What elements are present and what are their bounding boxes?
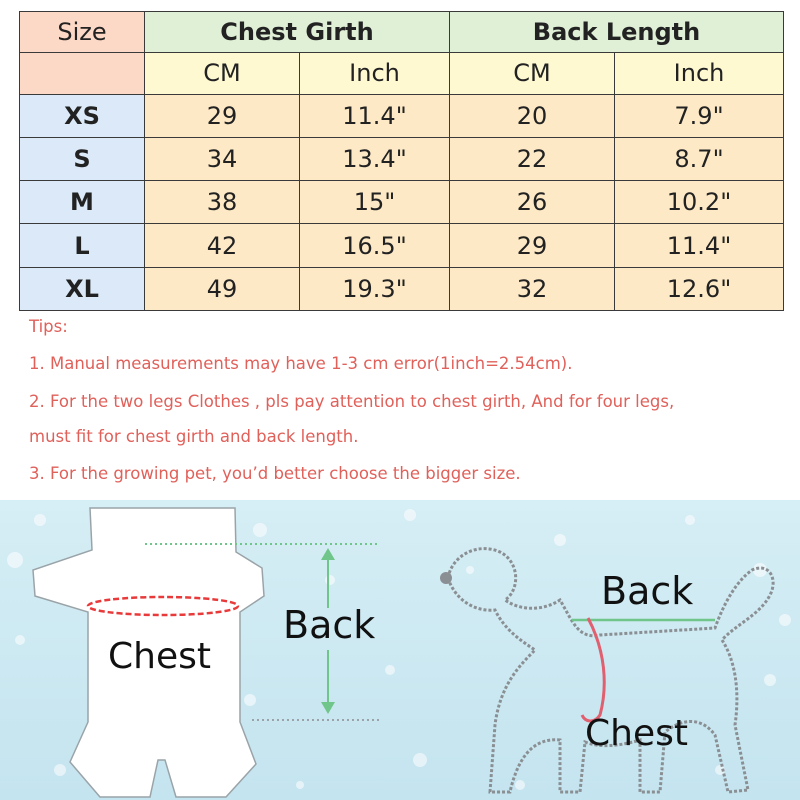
tip-line: 1. Manual measurements may have 1-3 cm error(1inch=2.54cm). [29,354,573,373]
back-inch-cell: 8.7" [615,137,784,180]
table-row [20,267,784,310]
table-row [20,181,784,224]
size-chart-table [19,11,784,311]
size-label: XL [20,267,145,310]
size-unit-blank [20,53,145,94]
back-inch-cell: 7.9" [615,94,784,137]
chest-cm-cell: 29 [145,94,300,137]
dog-chest-label: Chest [585,713,688,754]
tips-title: Tips: [29,317,68,336]
chest-inch-cell: 19.3" [300,267,450,310]
back-cm-cell: 22 [450,137,615,180]
table-row [20,94,784,137]
tip-line: 2. For the two legs Clothes , pls pay attention to chest girth, And for four legs, [29,392,675,411]
chest-cm-cell: 34 [145,137,300,180]
table-row [20,224,784,267]
tip-line: 3. For the growing pet, you’d better choose the bigger size. [29,464,521,483]
table-header-row [20,12,784,53]
unit-header: Inch [300,53,450,94]
table-row [20,137,784,180]
chest-girth-header: Chest Girth [145,12,450,53]
chest-inch-cell: 16.5" [300,224,450,267]
measurement-illustration [0,500,800,800]
size-label: L [20,224,145,267]
size-label: S [20,137,145,180]
back-cm-cell: 29 [450,224,615,267]
dog-eye [440,572,452,584]
back-inch-cell: 11.4" [615,224,784,267]
chest-inch-cell: 11.4" [300,94,450,137]
chest-inch-cell: 13.4" [300,137,450,180]
chest-cm-cell: 42 [145,224,300,267]
back-inch-cell: 10.2" [615,181,784,224]
unit-header: CM [145,53,300,94]
size-label: M [20,181,145,224]
clothes-back-label: Back [283,603,376,647]
back-cm-cell: 20 [450,94,615,137]
size-label: XS [20,94,145,137]
back-length-header: Back Length [450,12,784,53]
chest-inch-cell: 15" [300,181,450,224]
back-cm-cell: 26 [450,181,615,224]
unit-header: CM [450,53,615,94]
tip-line: must fit for chest girth and back length. [29,427,359,446]
dog-back-label: Back [601,569,694,613]
back-inch-cell: 12.6" [615,267,784,310]
chest-cm-cell: 38 [145,181,300,224]
chest-cm-cell: 49 [145,267,300,310]
clothes-chest-label: Chest [108,636,211,677]
back-cm-cell: 32 [450,267,615,310]
unit-row [20,53,784,94]
unit-header: Inch [615,53,784,94]
size-column-header: Size [20,12,145,53]
